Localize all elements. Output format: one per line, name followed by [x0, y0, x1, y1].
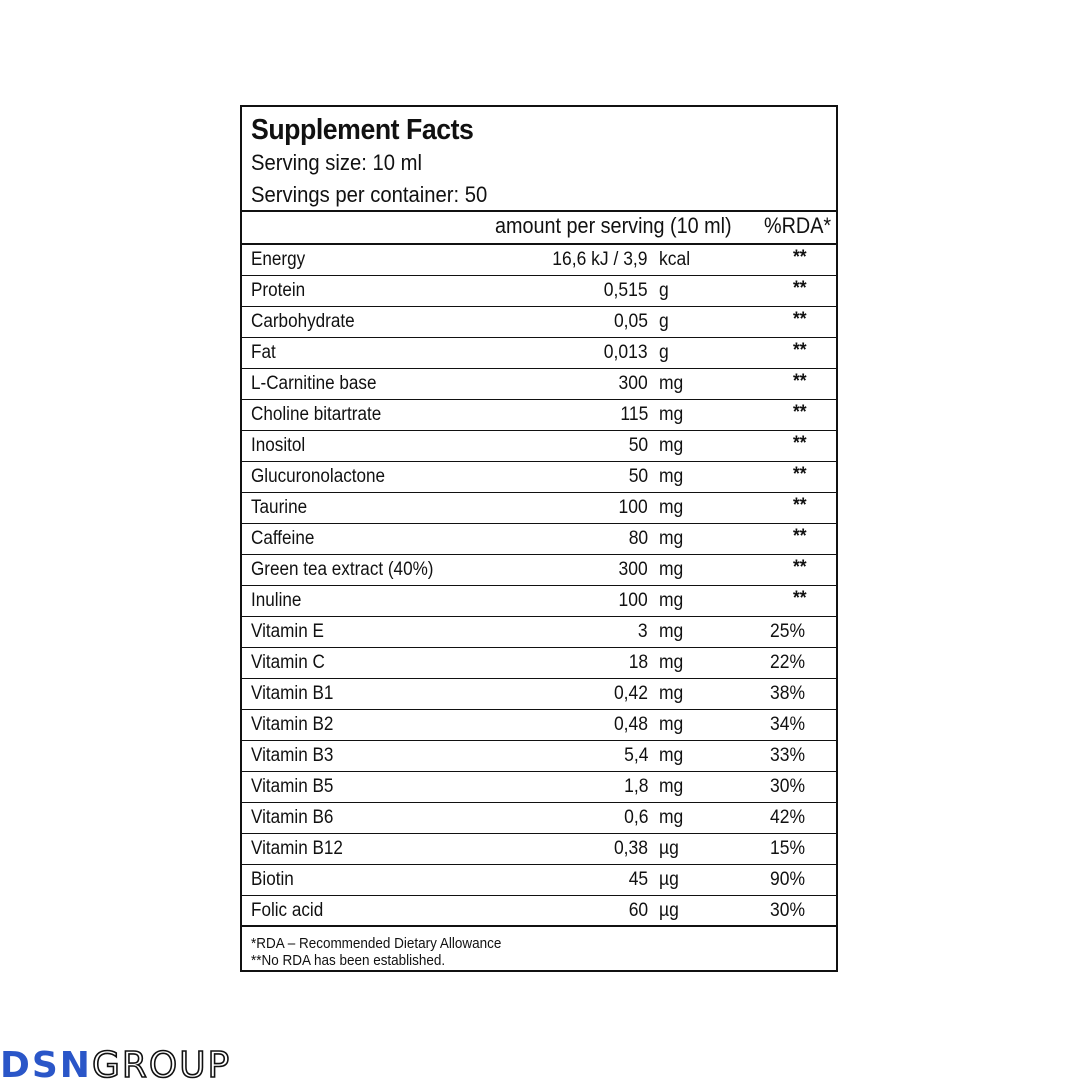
nutrient-amount: 0,48 [613, 714, 648, 735]
nutrient-unit: mg [659, 373, 684, 394]
nutrient-amount: 300 [618, 559, 648, 580]
table-row [242, 586, 836, 617]
nutrient-rda: ** [793, 526, 807, 547]
nutrient-unit: mg [659, 466, 684, 487]
nutrient-name: Fat [251, 342, 276, 363]
nutrient-name: Vitamin C [251, 652, 325, 673]
table-row [242, 524, 836, 555]
column-header-row [242, 212, 836, 245]
nutrient-name: Vitamin B5 [251, 776, 334, 797]
nutrient-amount: 0,05 [613, 311, 648, 332]
table-row [242, 896, 836, 927]
nutrient-amount: 0,515 [604, 280, 648, 301]
table-row [242, 276, 836, 307]
nutrient-name: Green tea extract (40%) [251, 559, 434, 580]
logo-group-text: GROUP [91, 1045, 232, 1086]
nutrient-amount: 0,6 [623, 807, 648, 828]
nutrient-unit: µg [659, 869, 679, 890]
nutrient-rda: 34% [770, 714, 805, 735]
table-row [242, 772, 836, 803]
nutrient-amount: 100 [618, 497, 648, 518]
nutrient-name: Vitamin B3 [251, 745, 334, 766]
table-row [242, 493, 836, 524]
nutrient-name: Inositol [251, 435, 306, 456]
nutrient-unit: µg [659, 900, 679, 921]
nutrient-amount: 18 [628, 652, 648, 673]
nutrient-name: Vitamin B12 [251, 838, 343, 859]
nutrient-rda: ** [793, 371, 807, 392]
nutrient-amount: 60 [628, 900, 648, 921]
serving-size: Serving size: 10 ml [251, 150, 422, 175]
table-row [242, 400, 836, 431]
nutrient-unit: mg [659, 435, 684, 456]
footnotes [242, 927, 836, 970]
nutrient-unit: mg [659, 528, 684, 549]
nutrient-rda: 33% [770, 745, 805, 766]
panel-header [242, 107, 836, 212]
nutrient-amount: 3 [638, 621, 648, 642]
nutrient-name: Vitamin B6 [251, 807, 334, 828]
footnote-rda: *RDA – Recommended Dietary Allowance [251, 936, 502, 952]
table-row [242, 462, 836, 493]
nutrient-rda: ** [793, 247, 807, 268]
table-row [242, 555, 836, 586]
nutrient-name: Folic acid [251, 900, 324, 921]
nutrient-unit: mg [659, 559, 684, 580]
nutrient-rda: ** [793, 309, 807, 330]
nutrient-unit: µg [659, 838, 679, 859]
nutrient-rda: ** [793, 495, 807, 516]
nutrient-name: Biotin [251, 869, 294, 890]
nutrient-rda: 30% [770, 900, 805, 921]
table-row [242, 741, 836, 772]
nutrient-name: Inuline [251, 590, 302, 611]
table-row [242, 338, 836, 369]
table-row [242, 865, 836, 896]
nutrient-unit: g [659, 342, 669, 363]
nutrient-name: Glucuronolactone [251, 466, 386, 487]
nutrient-name: Caffeine [251, 528, 315, 549]
nutrient-name: Choline bitartrate [251, 404, 382, 425]
nutrient-table [242, 245, 836, 927]
nutrient-amount: 1,8 [623, 776, 648, 797]
nutrient-rda: ** [793, 464, 807, 485]
nutrient-unit: mg [659, 590, 684, 611]
nutrient-unit: kcal [659, 249, 691, 270]
dsn-group-logo [0, 1046, 231, 1086]
nutrient-amount: 16,6 kJ / 3,9 [552, 249, 648, 270]
table-row [242, 679, 836, 710]
nutrient-unit: mg [659, 745, 684, 766]
nutrient-amount: 300 [618, 373, 648, 394]
rda-column-header: %RDA* [764, 213, 832, 238]
nutrient-amount: 45 [628, 869, 648, 890]
nutrient-amount: 80 [628, 528, 648, 549]
nutrient-name: Vitamin B2 [251, 714, 334, 735]
nutrient-rda: 22% [770, 652, 805, 673]
nutrient-unit: mg [659, 621, 684, 642]
nutrient-rda: 42% [770, 807, 805, 828]
nutrient-unit: g [659, 311, 669, 332]
nutrient-unit: mg [659, 714, 684, 735]
nutrient-name: Carbohydrate [251, 311, 355, 332]
table-row [242, 710, 836, 741]
table-row [242, 834, 836, 865]
amount-column-header: amount per serving (10 ml) [495, 213, 732, 238]
nutrient-name: Vitamin E [251, 621, 324, 642]
nutrient-amount: 50 [628, 435, 648, 456]
table-row [242, 431, 836, 462]
nutrient-name: Protein [251, 280, 306, 301]
nutrient-rda: ** [793, 557, 807, 578]
panel-title: Supplement Facts [251, 114, 474, 146]
nutrient-rda: 38% [770, 683, 805, 704]
nutrient-unit: mg [659, 683, 684, 704]
nutrient-rda: ** [793, 588, 807, 609]
table-row [242, 245, 836, 276]
nutrient-unit: g [659, 280, 669, 301]
table-row [242, 803, 836, 834]
nutrient-amount: 0,42 [613, 683, 648, 704]
nutrient-unit: mg [659, 776, 684, 797]
nutrient-unit: mg [659, 807, 684, 828]
nutrient-amount: 100 [618, 590, 648, 611]
nutrient-name: Energy [251, 249, 306, 270]
nutrient-rda: 15% [770, 838, 805, 859]
nutrient-amount: 115 [620, 404, 648, 425]
footnote-no-rda: **No RDA has been established. [251, 953, 446, 969]
table-row [242, 369, 836, 400]
table-row [242, 648, 836, 679]
nutrient-unit: mg [659, 497, 684, 518]
nutrient-amount: 0,013 [604, 342, 648, 363]
nutrient-unit: mg [659, 404, 684, 425]
supplement-facts-panel [240, 105, 838, 972]
nutrient-name: Vitamin B1 [251, 683, 334, 704]
nutrient-rda: ** [793, 340, 807, 361]
nutrient-amount: 50 [628, 466, 648, 487]
nutrient-name: Taurine [251, 497, 308, 518]
nutrient-rda: 90% [770, 869, 805, 890]
nutrient-rda: 30% [770, 776, 805, 797]
nutrient-rda: ** [793, 278, 807, 299]
table-row [242, 307, 836, 338]
nutrient-unit: mg [659, 652, 684, 673]
table-row [242, 617, 836, 648]
nutrient-amount: 0,38 [613, 838, 648, 859]
nutrient-amount: 5,4 [623, 745, 648, 766]
nutrient-rda: ** [793, 433, 807, 454]
nutrient-rda: 25% [770, 621, 805, 642]
logo-dsn-text: DSN [0, 1045, 92, 1086]
nutrient-rda: ** [793, 402, 807, 423]
servings-per-container: Servings per container: 50 [251, 182, 488, 207]
nutrient-name: L-Carnitine base [251, 373, 377, 394]
